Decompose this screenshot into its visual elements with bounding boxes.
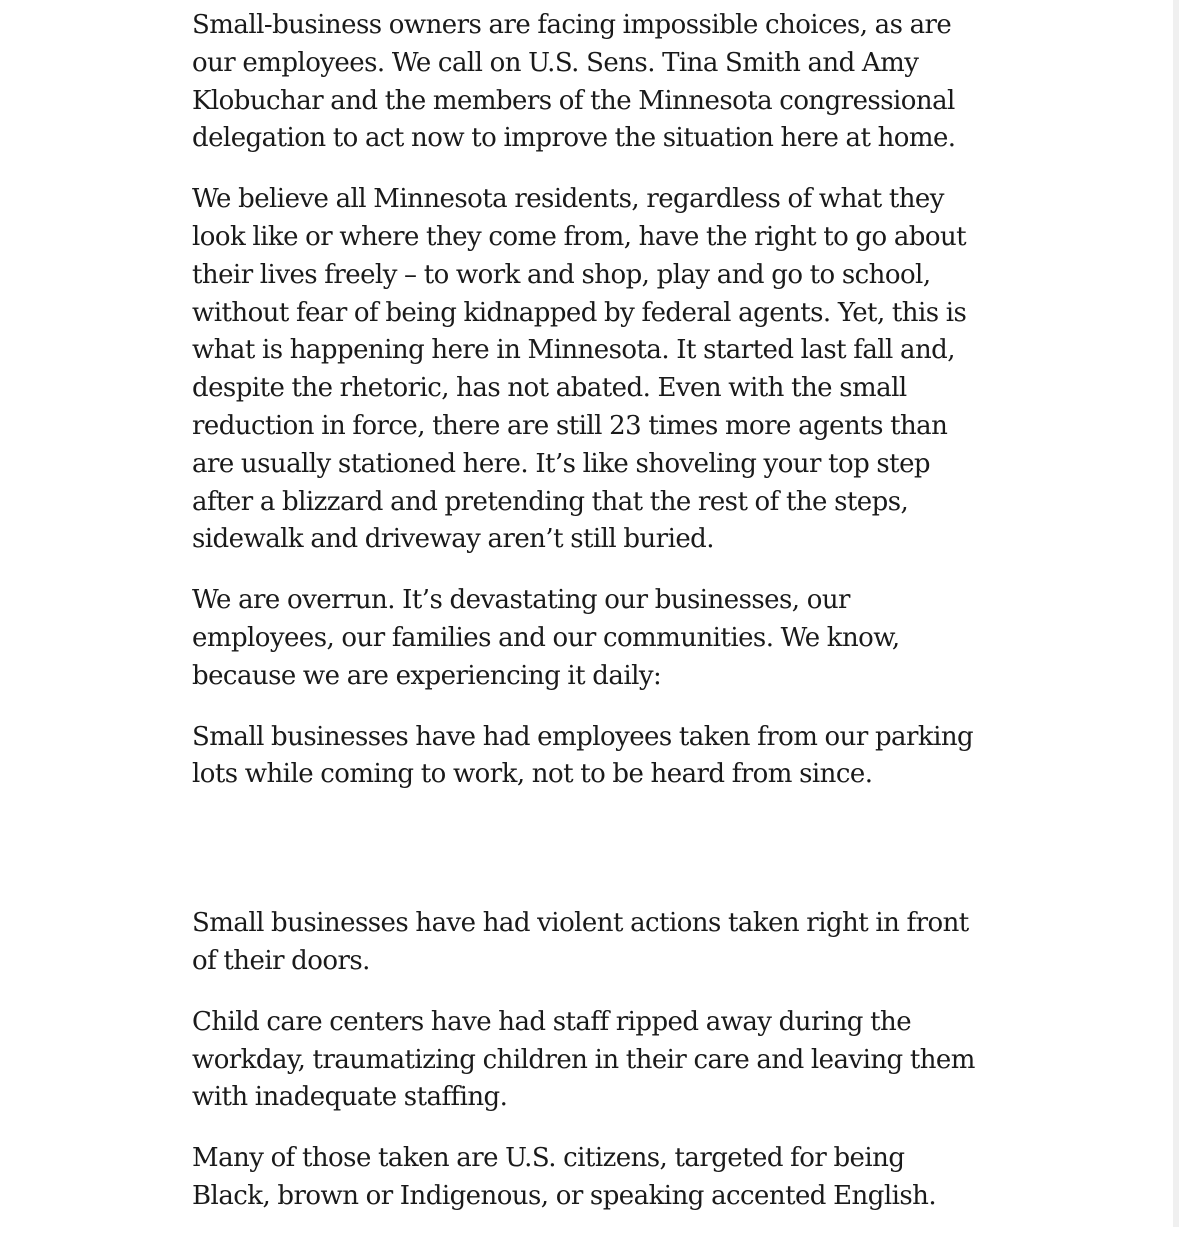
article-paragraph: Small businesses have had violent actions taken right in front of their doors. (192, 908, 969, 976)
article-body (192, 7, 987, 1239)
article-paragraph: Small businesses have had employees taken from our parking lots while coming to work, not to be heard from since. (192, 721, 974, 790)
article-paragraph: Small-business owners are facing impossible choices, as are our employees. We call on U.S. Sens. Tina Smith and Amy Klobuchar and the members of the Minnesota congressional delegation to act now to improve the situation here at home. (192, 10, 956, 154)
article-paragraph: We are overrun. It’s devastating our businesses, our employees, our families and our communities. We know, because we are experiencing it daily: (192, 585, 900, 691)
empty-ad-slot (192, 817, 987, 905)
article-paragraph: Many of those taken are U.S. citizens, targeted for being Black, brown or Indigenous, or speaking accented English. (192, 1143, 937, 1211)
scrollbar-track[interactable] (1173, 0, 1179, 1227)
article-paragraph: We believe all Minnesota residents, regardless of what they look like or where they come from, have the right to go about their lives freely – to work and shop, play and go to school, without fear of being kidnapped by federal agents. Yet, this is what is happening here in Minnesota. It started last fall and, despite the rhetoric, has not abated. Even with the small reduction in force, there are still 23 times more agents than are usually stationed here. It’s like shoveling your top step after a blizzard and pretending that the rest of the steps, sidewalk and driveway aren’t still buried. (192, 184, 967, 555)
article-paragraph: Child care centers have had staff ripped away during the workday, traumatizing children in their care and leaving them with inadequate staffing. (192, 1006, 975, 1113)
